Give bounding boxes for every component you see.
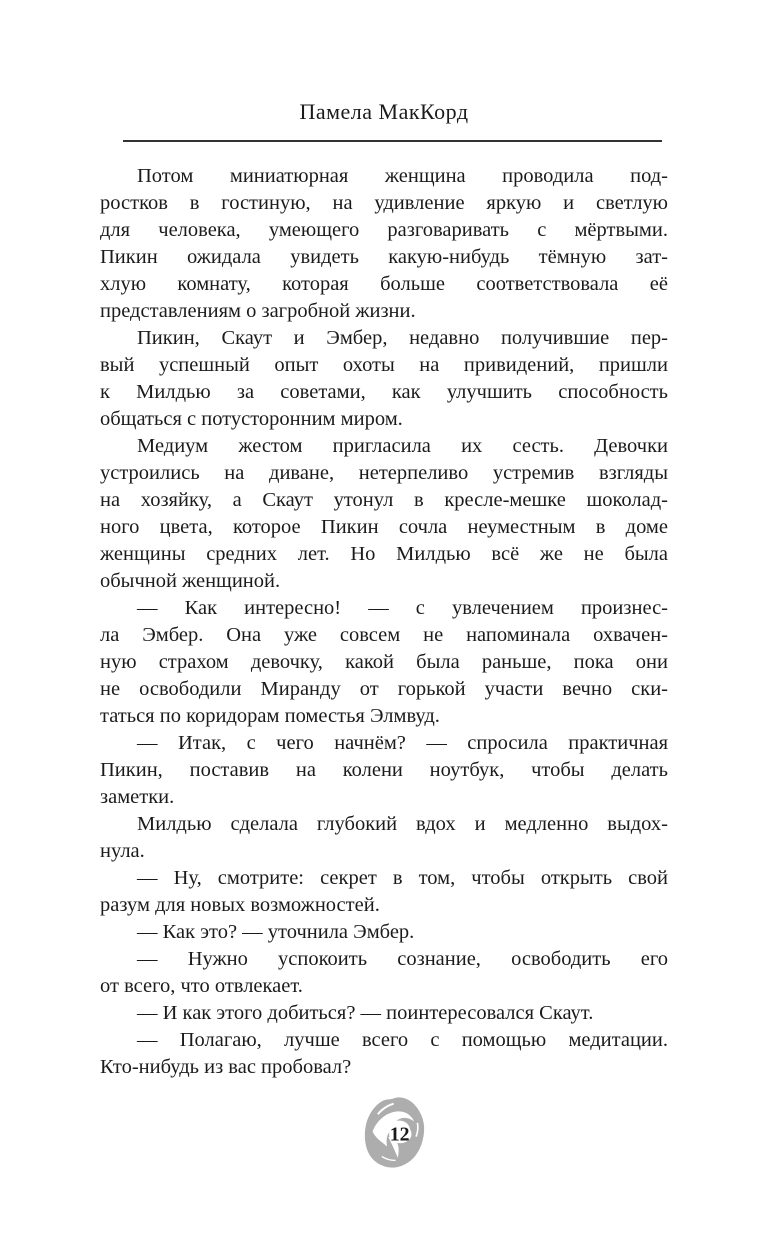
text-line: не освободили Миранду от горькой участи вечно ски- xyxy=(100,678,668,700)
paragraph xyxy=(100,433,668,595)
paragraph xyxy=(100,811,668,865)
text-line: ростков в гостиную, на удивление яркую и светлую xyxy=(100,192,668,214)
text-line: Медиум жестом пригласила их сесть. Девочки xyxy=(137,435,668,457)
text-line: хлую комнату, которая больше соответствовала её xyxy=(100,273,668,295)
text-line: Пикин, Скаут и Эмбер, недавно получившие пер- xyxy=(137,327,668,349)
text-line: Потом миниатюрная женщина проводила под- xyxy=(137,165,668,187)
text-line: Кто-нибудь из вас пробовал? xyxy=(100,1056,352,1078)
text-line: на хозяйку, а Скаут утонул в кресле-мешке шоколад- xyxy=(100,489,668,511)
text-line: — И как этого добиться? — поинтересовался Скаут. xyxy=(137,1002,594,1024)
text-line: — Нужно успокоить сознание, освободить его xyxy=(137,948,668,970)
paragraph xyxy=(100,1027,668,1081)
paragraph xyxy=(100,163,668,325)
text-line: нула. xyxy=(100,840,145,862)
paragraph xyxy=(100,1000,668,1027)
paragraph xyxy=(100,325,668,433)
text-line: — Как это? — уточнила Эмбер. xyxy=(137,921,415,943)
page-number: 12 xyxy=(389,1123,410,1146)
text-line: — Как интересно! — с увлечением произнес- xyxy=(137,597,668,619)
text-line: ного цвета, которое Пикин сочла неуместным в доме xyxy=(100,516,668,538)
grunge-circle-icon xyxy=(362,1093,428,1175)
text-line: для человека, умеющего разговаривать с мёртвыми. xyxy=(100,219,668,241)
header-rule xyxy=(123,140,662,142)
paragraph xyxy=(100,865,668,919)
text-line: Пикин ожидала увидеть какую-нибудь тёмную зат- xyxy=(100,246,668,268)
page-ornament xyxy=(362,1093,428,1175)
text-line: представлениям о загробной жизни. xyxy=(100,300,416,322)
text-line: — Ну, смотрите: секрет в том, чтобы открыть свой xyxy=(137,867,668,889)
paragraph xyxy=(100,946,668,1000)
text-line: — Итак, с чего начнём? — спросила практичная xyxy=(137,732,668,754)
text-line: общаться с потусторонним миром. xyxy=(100,408,403,430)
text-line: от всего, что отвлекает. xyxy=(100,975,303,997)
text-line: женщины средних лет. Но Милдью всё же не была xyxy=(100,543,668,565)
paragraph xyxy=(100,730,668,811)
text-line: устроились на диване, нетерпеливо устремив взгляды xyxy=(100,462,668,484)
text-line: разум для новых возможностей. xyxy=(100,894,380,916)
text-line: ную страхом девочку, какой была раньше, пока они xyxy=(100,651,668,673)
text-line: вый успешный опыт охоты на привидений, пришли xyxy=(100,354,668,376)
running-head-author: Памела МакКорд xyxy=(299,99,469,124)
text-line: к Милдью за советами, как улучшить способность xyxy=(100,381,668,403)
text-line: обычной женщиной. xyxy=(100,570,281,592)
text-block xyxy=(100,163,668,1081)
paragraph xyxy=(100,595,668,730)
text-line: ла Эмбер. Она уже совсем не напоминала охвачен- xyxy=(100,624,668,646)
text-line: Милдью сделала глубокий вдох и медленно выдох- xyxy=(137,813,668,835)
text-line: Пикин, поставив на колени ноутбук, чтобы делать xyxy=(100,759,668,781)
text-line: таться по коридорам поместья Элмвуд. xyxy=(100,705,440,727)
paragraph xyxy=(100,919,668,946)
text-line: — Полагаю, лучше всего с помощью медитации. xyxy=(137,1029,668,1051)
text-line: заметки. xyxy=(100,786,175,808)
